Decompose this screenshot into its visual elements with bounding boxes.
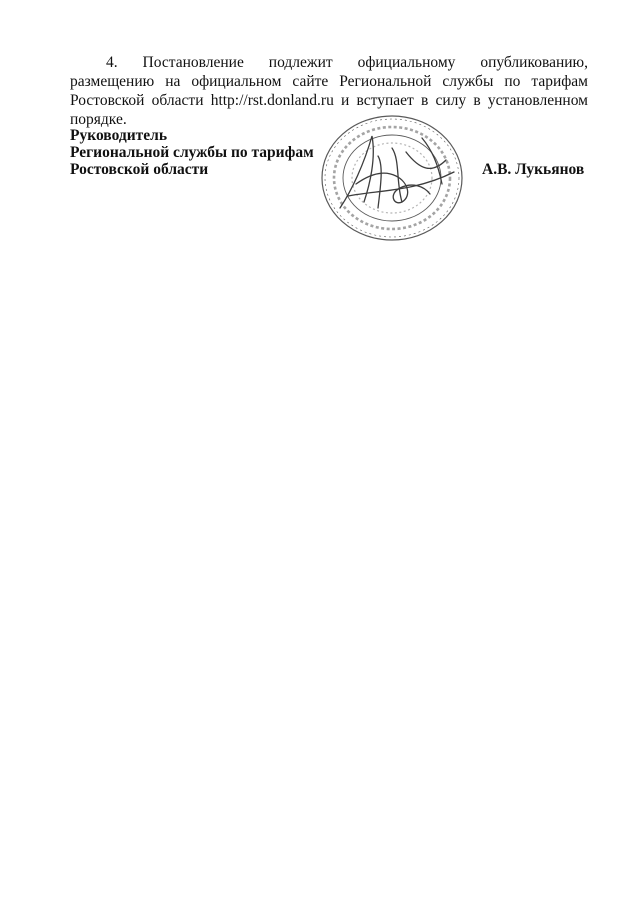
- signer-position: [70, 127, 330, 178]
- signer-position-line-2: Региональной службы по тарифам: [70, 144, 314, 161]
- paragraph-4: 4. Постановление подлежит официальному опубликованию, размещению на официальном сайте Региональной службы по тарифам Ростовской области http://rst.donland.ru и вступает в силу в установленном порядке.: [70, 53, 588, 128]
- handwritten-signature-icon: [340, 136, 454, 208]
- signer-position-line-1: Руководитель: [70, 127, 168, 144]
- official-seal-icon: [318, 112, 466, 244]
- signer-position-line-3: Ростовской области: [70, 161, 209, 178]
- signer-name: А.В. Лукьянов: [482, 161, 585, 178]
